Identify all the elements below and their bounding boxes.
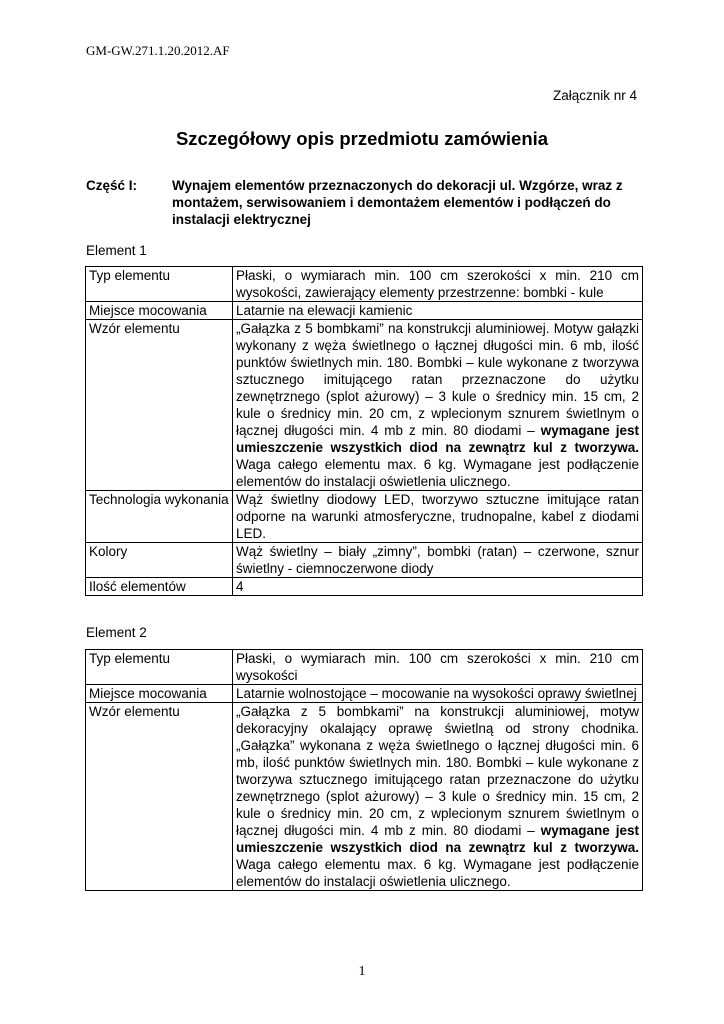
row-value: Wąż świetlny diodowy LED, tworzywo sztuczne imitujące ratan odporne na warunki atmosferyczne, trudnopalne, kabel z diodami LED. xyxy=(233,491,643,543)
row-label: Technologia wykonania xyxy=(86,491,233,543)
row-value: Płaski, o wymiarach min. 100 cm szerokości x min. 210 cm wysokości xyxy=(233,650,643,685)
row-label: Typ elementu xyxy=(86,267,233,302)
table-row xyxy=(86,491,643,543)
table-row xyxy=(86,320,643,491)
row-label: Wzór elementu xyxy=(86,320,233,491)
table-row xyxy=(86,267,643,302)
table-row xyxy=(86,302,643,320)
part-description: Wynajem elementów przeznaczonych do dekoracji ul. Wzgórze, wraz z montażem, serwisowaniem i demontażem elementów i podłączeń do instalacji elektrycznej xyxy=(172,178,623,227)
row-value: Latarnie na elewacji kamienic xyxy=(233,302,643,320)
table-row xyxy=(86,650,643,685)
annex-label: Załącznik nr 4 xyxy=(552,88,637,103)
row-label: Typ elementu xyxy=(86,650,233,685)
document-reference: GM-GW.271.1.20.2012.AF xyxy=(86,43,230,58)
pattern-text: „Gałązka z 5 bombkami” na konstrukcji aluminiowej. Motyw gałązki wykonany z węża świetlnego o łącznej długości min. 6 mb, ilość punktów świetlnych min. 180. Bombki – kule wykonane z tworzywa sztucznego imitującego ratan przeznaczone do użytku zewnętrznego (splot ażurowy) – 3 kule o średnicy min. 15 cm, 2 kule o średnicy min. 20 cm, z wplecionym sznurem świetlnym o łącznej długości min. 4 mb z min. 80 diodami – xyxy=(236,321,639,438)
pattern-requirement: wymagane jest umieszczenie wszystkich diod na zewnątrz kul z tworzywa. xyxy=(236,823,639,855)
table-row xyxy=(86,685,643,703)
table-row xyxy=(86,703,643,891)
element-2-table xyxy=(85,649,643,891)
page-number: 1 xyxy=(358,964,366,979)
row-value xyxy=(233,320,643,491)
element-1-heading: Element 1 xyxy=(86,243,147,258)
row-label: Ilość elementów xyxy=(86,578,233,596)
table-row xyxy=(86,578,643,596)
table-row xyxy=(86,543,643,578)
row-value: 4 xyxy=(233,578,643,596)
pattern-text-end: Waga całego elementu max. 6 kg. Wymagane jest podłączenie elementów do instalacji oświetlenia ulicznego. xyxy=(236,857,639,889)
row-label: Miejsce mocowania xyxy=(86,685,233,703)
row-value: Latarnie wolnostojące – mocowanie na wysokości oprawy świetlnej xyxy=(233,685,643,703)
pattern-requirement: wymagane jest umieszczenie wszystkich diod na zewnątrz kul z tworzywa. xyxy=(236,423,639,455)
part-label: Część I: xyxy=(86,178,138,193)
page-title: Szczegółowy opis przedmiotu zamówienia xyxy=(175,128,549,149)
pattern-text-end: Waga całego elementu max. 6 kg. Wymagane jest podłączenie elementów do instalacji oświetlenia ulicznego. xyxy=(236,457,639,489)
element-1-table xyxy=(85,266,643,596)
row-value: Płaski, o wymiarach min. 100 cm szerokości x min. 210 cm wysokości, zawierający elementy przestrzenne: bombki - kule xyxy=(233,267,643,302)
row-value: Wąż świetlny – biały „zimny”, bombki (ratan) – czerwone, sznur świetlny - ciemnoczerwone diody xyxy=(233,543,643,578)
row-label: Miejsce mocowania xyxy=(86,302,233,320)
row-value xyxy=(233,703,643,891)
pattern-text: „Gałązka z 5 bombkami” na konstrukcji aluminiowej, motyw dekoracyjny okalający oprawę świetlną od strony chodnika. „Gałązka” wykonana z węża świetlnego o łącznej długości min. 6 mb, ilość punktów świetlnych min. 180. Bombki – kule wykonane z tworzywa sztucznego imitującego ratan przeznaczone do użytku zewnętrznego (splot ażurowy) – 3 kule o średnicy min. 15 cm, 2 kule o średnicy min. 20 cm, z wplecionym sznurem świetlnym o łącznej długości min. 4 mb z min. 80 diodami – xyxy=(236,704,639,838)
element-2-heading: Element 2 xyxy=(86,625,147,640)
row-label: Kolory xyxy=(86,543,233,578)
row-label: Wzór elementu xyxy=(86,703,233,891)
